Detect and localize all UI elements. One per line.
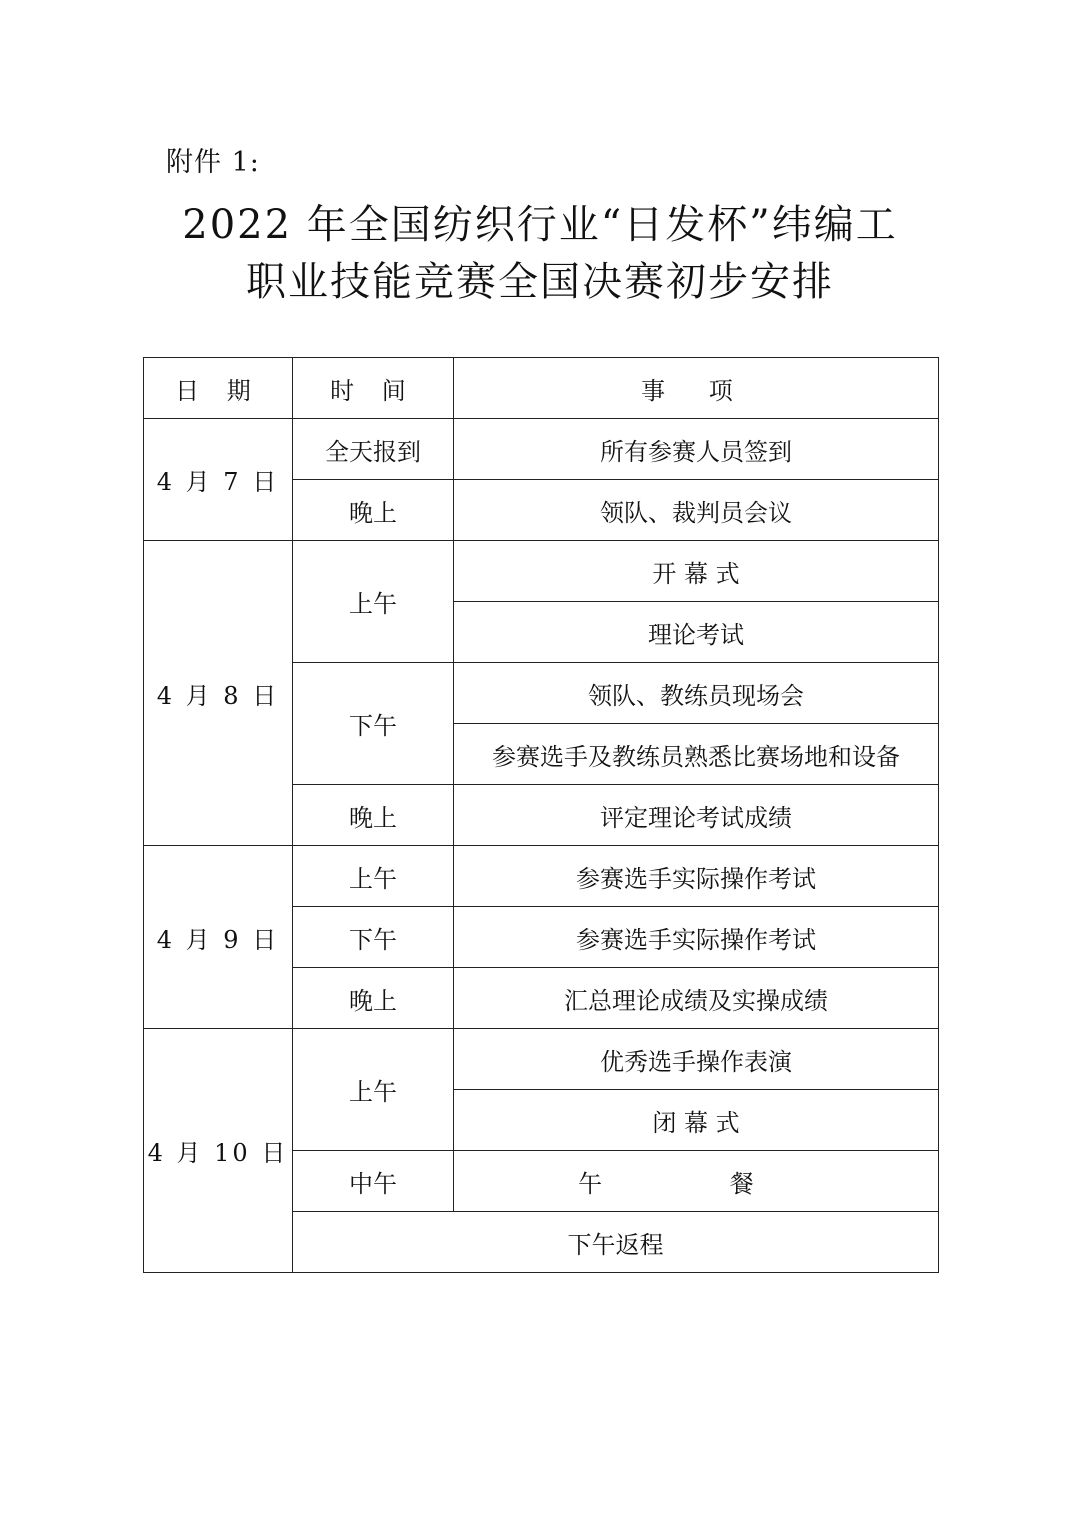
document-title-line-1: 2022 年全国纺织行业“日发杯”纬编工 — [182, 202, 898, 248]
table-row — [144, 419, 939, 480]
document-title-line-2: 职业技能竞赛全国决赛初步安排 — [246, 259, 834, 305]
item-cell: 开 幕 式 — [454, 541, 939, 602]
header-date: 日 期 — [144, 358, 293, 419]
table-row — [144, 541, 939, 602]
time-cell: 上午 — [293, 541, 454, 663]
item-cell: 理论考试 — [454, 602, 939, 663]
time-cell: 晚上 — [293, 480, 454, 541]
time-cell: 晚上 — [293, 785, 454, 846]
schedule-table — [143, 357, 939, 1273]
item-cell: 参赛选手实际操作考试 — [454, 907, 939, 968]
time-cell: 上午 — [293, 846, 454, 907]
item-cell: 汇总理论成绩及实操成绩 — [454, 968, 939, 1029]
item-cell: 闭 幕 式 — [454, 1090, 939, 1151]
date-cell: 4 月 7 日 — [144, 419, 293, 541]
time-cell: 中午 — [293, 1151, 454, 1212]
date-cell: 4 月 8 日 — [144, 541, 293, 846]
item-cell: 午 餐 — [454, 1151, 939, 1212]
attachment-label: 附件 1: — [166, 147, 260, 178]
item-cell: 参赛选手实际操作考试 — [454, 846, 939, 907]
header-time: 时 间 — [293, 358, 454, 419]
table-row — [144, 846, 939, 907]
time-cell: 全天报到 — [293, 419, 454, 480]
date-cell: 4 月 9 日 — [144, 846, 293, 1029]
item-cell: 领队、教练员现场会 — [454, 663, 939, 724]
table-row — [144, 1029, 939, 1090]
item-cell: 参赛选手及教练员熟悉比赛场地和设备 — [454, 724, 939, 785]
item-cell: 评定理论考试成绩 — [454, 785, 939, 846]
time-cell: 下午 — [293, 663, 454, 785]
time-cell: 下午 — [293, 907, 454, 968]
item-cell: 优秀选手操作表演 — [454, 1029, 939, 1090]
item-cell: 所有参赛人员签到 — [454, 419, 939, 480]
time-cell: 上午 — [293, 1029, 454, 1151]
table-header-row — [144, 358, 939, 419]
time-cell: 晚上 — [293, 968, 454, 1029]
date-cell: 4 月 10 日 — [144, 1029, 293, 1273]
header-item: 事 项 — [454, 358, 939, 419]
item-cell: 领队、裁判员会议 — [454, 480, 939, 541]
footer-cell: 下午返程 — [293, 1212, 939, 1273]
